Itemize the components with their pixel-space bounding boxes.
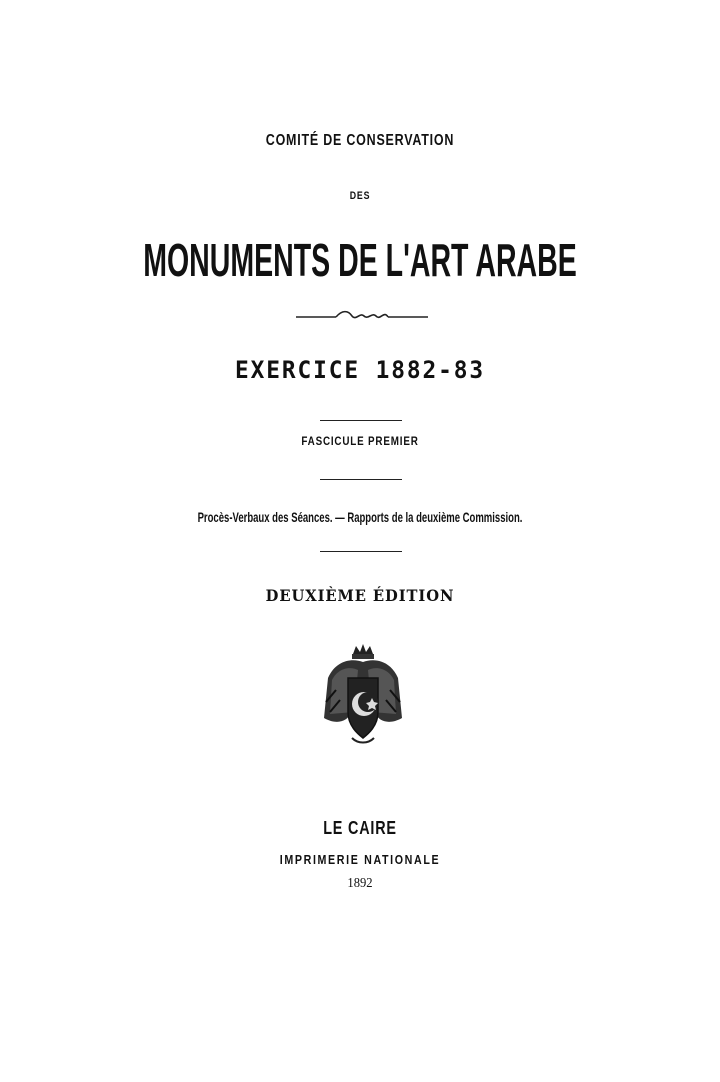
committee-line: COMITÉ DE CONSERVATION [265,132,455,149]
edition-line: DEUXIÈME ÉDITION [265,586,455,605]
printer-line: IMPRIMERIE NATIONALE [279,852,441,867]
flourish-divider-icon [296,308,428,324]
main-title: MONUMENTS DE L'ART ARABE [143,234,577,286]
fascicle-line: FASCICULE PREMIER [301,434,419,448]
year-line: 1892 [347,876,373,891]
des-line: DES [349,190,371,202]
city-line: LE CAIRE [323,818,397,838]
divider-rule [320,420,402,421]
divider-rule [320,479,402,480]
coat-of-arms-icon [318,640,408,750]
divider-rule [320,551,402,552]
subtitle-line: Procès-Verbaux des Séances. — Rapports de la deuxième Commission. [197,509,523,525]
exercise-heading: EXERCICE 1882-83 [234,356,486,384]
